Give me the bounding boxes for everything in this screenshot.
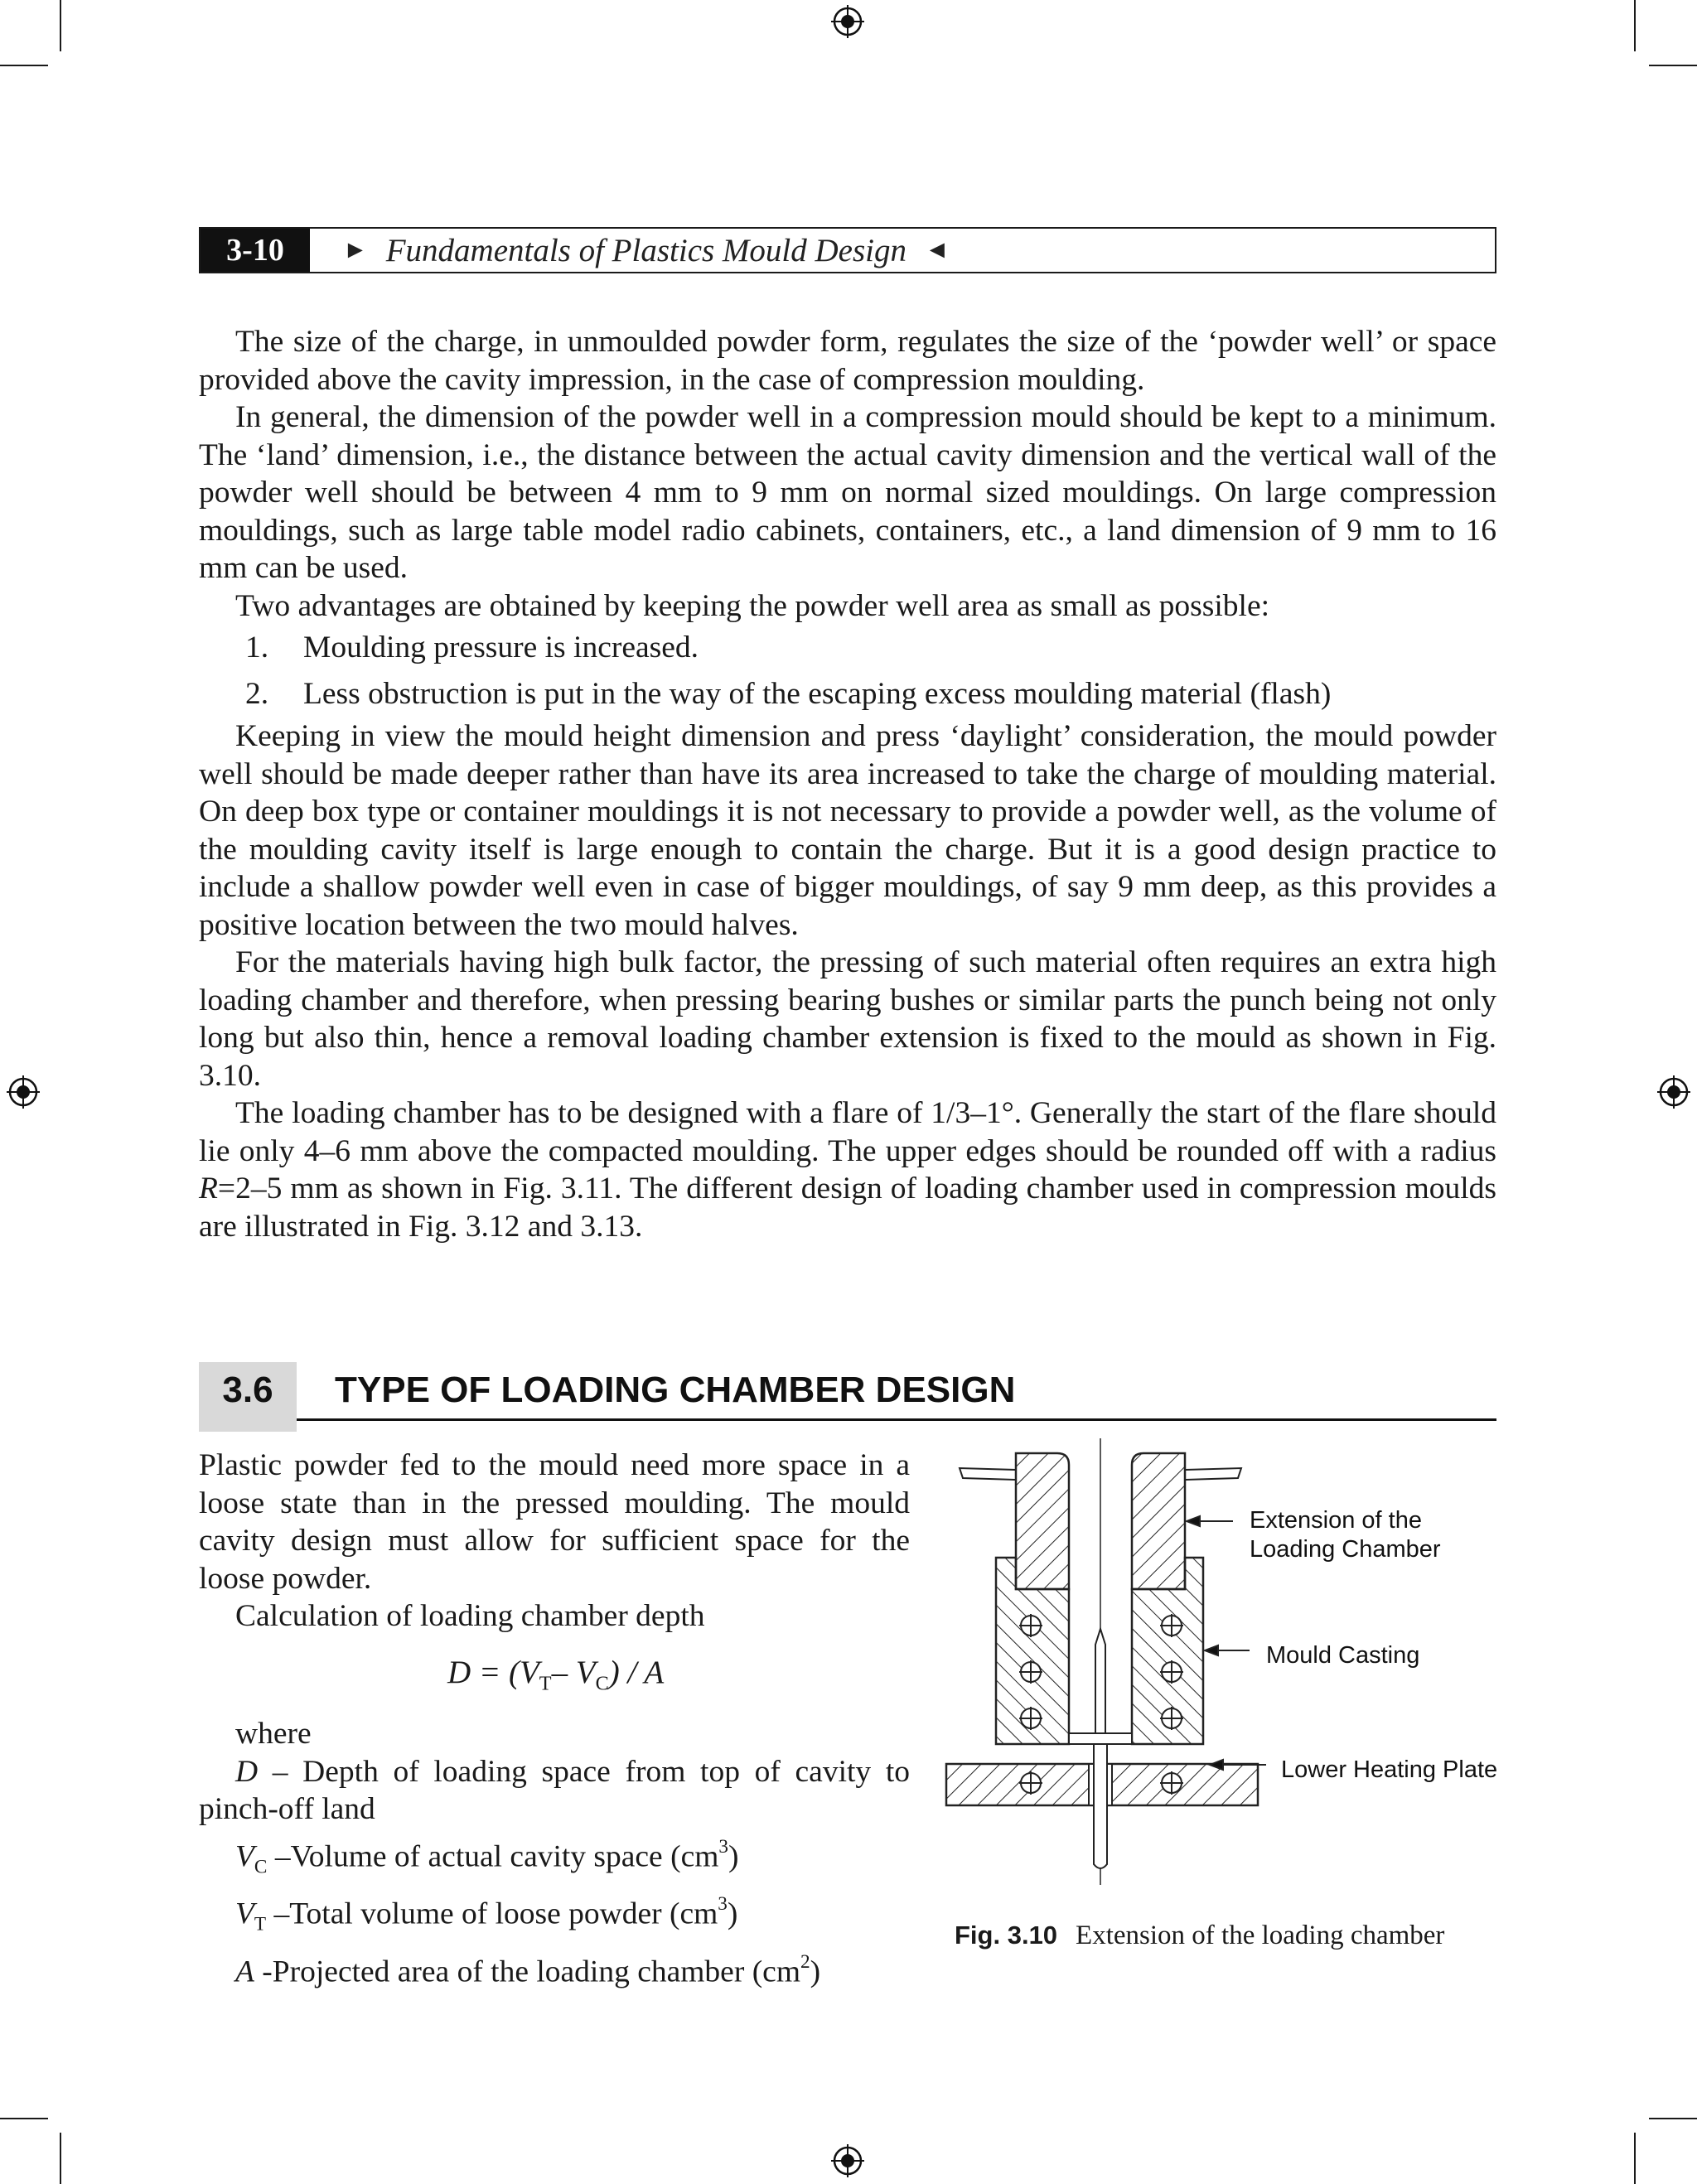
list-number: 1. <box>245 631 269 664</box>
loading-chamber-figure <box>936 1433 1284 1906</box>
paragraph <box>199 1094 1496 1245</box>
registration-mark-icon <box>5 1074 41 1110</box>
crop-mark <box>1634 0 1636 51</box>
ejector-pin <box>1095 1629 1105 1733</box>
crop-mark <box>0 2118 48 2119</box>
definition-text: – Depth of loading space from top of cavity to pinch-off land <box>199 1754 910 1826</box>
paragraph: Plastic powder fed to the mould need more space in a loose state than in the pressed moulding. The mould cavity design must allow for sufficient space for the loose powder. <box>199 1448 910 1596</box>
paragraph: In general, the dimension of the powder well in a compression mould should be kept to a minimum. The ‘land’ dimension, i.e., the distance between the actual cavity dimension and the vertical wall of the powder well should be between 4 mm to 9 mm on normal sized mouldings. On large compression mouldings, such as large table model radio cabinets, containers, etc., a land dimension of 9 mm to 16 mm can be used. <box>199 400 1496 585</box>
crop-mark <box>1649 2118 1697 2119</box>
paragraph-part: The loading chamber has to be designed with a flare of 1/3–1°. Generally the start of the flare should lie only 4–6 mm above the compacted moulding. The upper edges should be rounded off with a radius <box>199 1096 1496 1168</box>
definition-d <box>199 1753 910 1829</box>
extension-wall-right <box>1132 1453 1185 1589</box>
paren: ) <box>727 1897 738 1931</box>
crop-mark <box>0 65 48 66</box>
paragraph: Keeping in view the mould height dimension and press ‘daylight’ consideration, the mould powder well should be made deeper rather than have its area increased to take the charge of moulding material. On deep box type or container mouldings it is not necessary to provide a powder well, as the volume of the moulding cavity itself is large enough to contain the charge. But it is a good design practice to include a shallow powder well even in case of bigger mouldings, of say 9 mm deep, as this provides a positive location between the two mould halves. <box>199 719 1496 942</box>
book-title: Fundamentals of Plastics Mould Design <box>385 232 907 268</box>
unit-superscript: 3 <box>718 1835 729 1858</box>
symbol: D <box>235 1754 259 1789</box>
left-column <box>199 1447 910 1636</box>
body-text <box>199 323 1496 1245</box>
list-text: Moulding pressure is increased. <box>303 631 699 664</box>
radius-symbol: R <box>199 1172 218 1206</box>
registration-mark-icon <box>829 3 866 40</box>
label-extension <box>1250 1506 1441 1564</box>
depth-formula <box>447 1654 664 1695</box>
paren: ) <box>728 1839 739 1873</box>
section-rule <box>297 1418 1496 1421</box>
paragraph: For the materials having high bulk factor, the pressing of such material often requires an extra high loading chamber and therefore, when pressing bearing bushes or similar parts the punch being not only long but also thin, hence a removal loading chamber extension is fixed to the mould as shown in Fig. 3.10. <box>199 945 1496 1093</box>
where-label: where <box>235 1717 312 1751</box>
definition-text: –Volume of actual cavity space (cm <box>267 1839 719 1873</box>
definition-a <box>199 1944 910 1991</box>
list-item <box>199 625 1496 671</box>
figure-caption <box>955 1921 1444 1951</box>
label-line: Loading Chamber <box>1250 1536 1441 1563</box>
unit-superscript: 3 <box>718 1893 728 1916</box>
section-number: 3.6 <box>222 1370 273 1410</box>
formula-part: – V <box>551 1655 596 1690</box>
running-header <box>199 227 1496 273</box>
crop-mark <box>1634 2133 1636 2184</box>
paragraph: Two advantages are obtained by keeping the powder well area as small as possible: <box>235 588 1270 623</box>
formula-part: ) / A <box>608 1655 665 1690</box>
crop-mark <box>60 0 61 51</box>
definition-text: –Total volume of loose powder (cm <box>266 1897 718 1931</box>
symbol-subscript: C <box>254 1855 268 1877</box>
list-number: 2. <box>245 677 269 711</box>
label-lower-heating-plate: Lower Heating Plate <box>1281 1756 1498 1783</box>
ejector-rod <box>1094 1744 1107 1868</box>
definition-vt <box>199 1886 910 1944</box>
figure-number: Fig. 3.10 <box>955 1921 1058 1950</box>
definition-vc <box>199 1829 910 1887</box>
crop-mark <box>60 2133 61 2184</box>
label-line: Extension of the <box>1250 1507 1422 1534</box>
formula-part: D = (V <box>447 1655 539 1690</box>
symbol: V <box>235 1839 254 1873</box>
figure-caption-text: Extension of the loading chamber <box>1076 1921 1445 1950</box>
running-title <box>343 229 950 272</box>
extension-handle-left <box>960 1468 1016 1480</box>
definitions <box>199 1715 910 1991</box>
extension-wall-left <box>1016 1453 1069 1589</box>
page-number: 3-10 <box>201 229 310 272</box>
paragraph: Calculation of loading chamber depth <box>235 1599 705 1633</box>
crop-mark <box>1649 65 1697 66</box>
list-text: Less obstruction is put in the way of the escaping excess moulding material (flash) <box>303 677 1332 711</box>
registration-mark-icon <box>829 2143 866 2179</box>
formula-subscript: C <box>595 1672 609 1695</box>
paragraph: The size of the charge, in unmoulded powder form, regulates the size of the ‘powder well’ or space provided above the cavity impression, in the case of compression moulding. <box>199 325 1496 397</box>
section-title: TYPE OF LOADING CHAMBER DESIGN <box>335 1370 1016 1410</box>
extension-handle-right <box>1185 1468 1241 1480</box>
formula-subscript: T <box>539 1672 552 1695</box>
symbol: A <box>235 1954 254 1989</box>
unit-superscript: 2 <box>800 1951 810 1974</box>
label-mould-casting: Mould Casting <box>1266 1642 1420 1669</box>
registration-mark-icon <box>1656 1074 1692 1110</box>
definition-text: -Projected area of the loading chamber (cm <box>254 1954 800 1989</box>
symbol: V <box>235 1897 254 1931</box>
cavity-bottom <box>1069 1733 1132 1744</box>
right-pointer-icon: ► <box>343 236 368 263</box>
symbol-subscript: T <box>254 1913 267 1935</box>
paragraph-part: =2–5 mm as shown in Fig. 3.11. The different design of loading chamber used in compression moulds are illustrated in Fig. 3.12 and 3.13. <box>199 1172 1496 1244</box>
list-item <box>199 671 1496 718</box>
left-pointer-icon: ◄ <box>925 236 950 263</box>
advantages-list <box>199 625 1496 718</box>
paren: ) <box>810 1954 821 1989</box>
